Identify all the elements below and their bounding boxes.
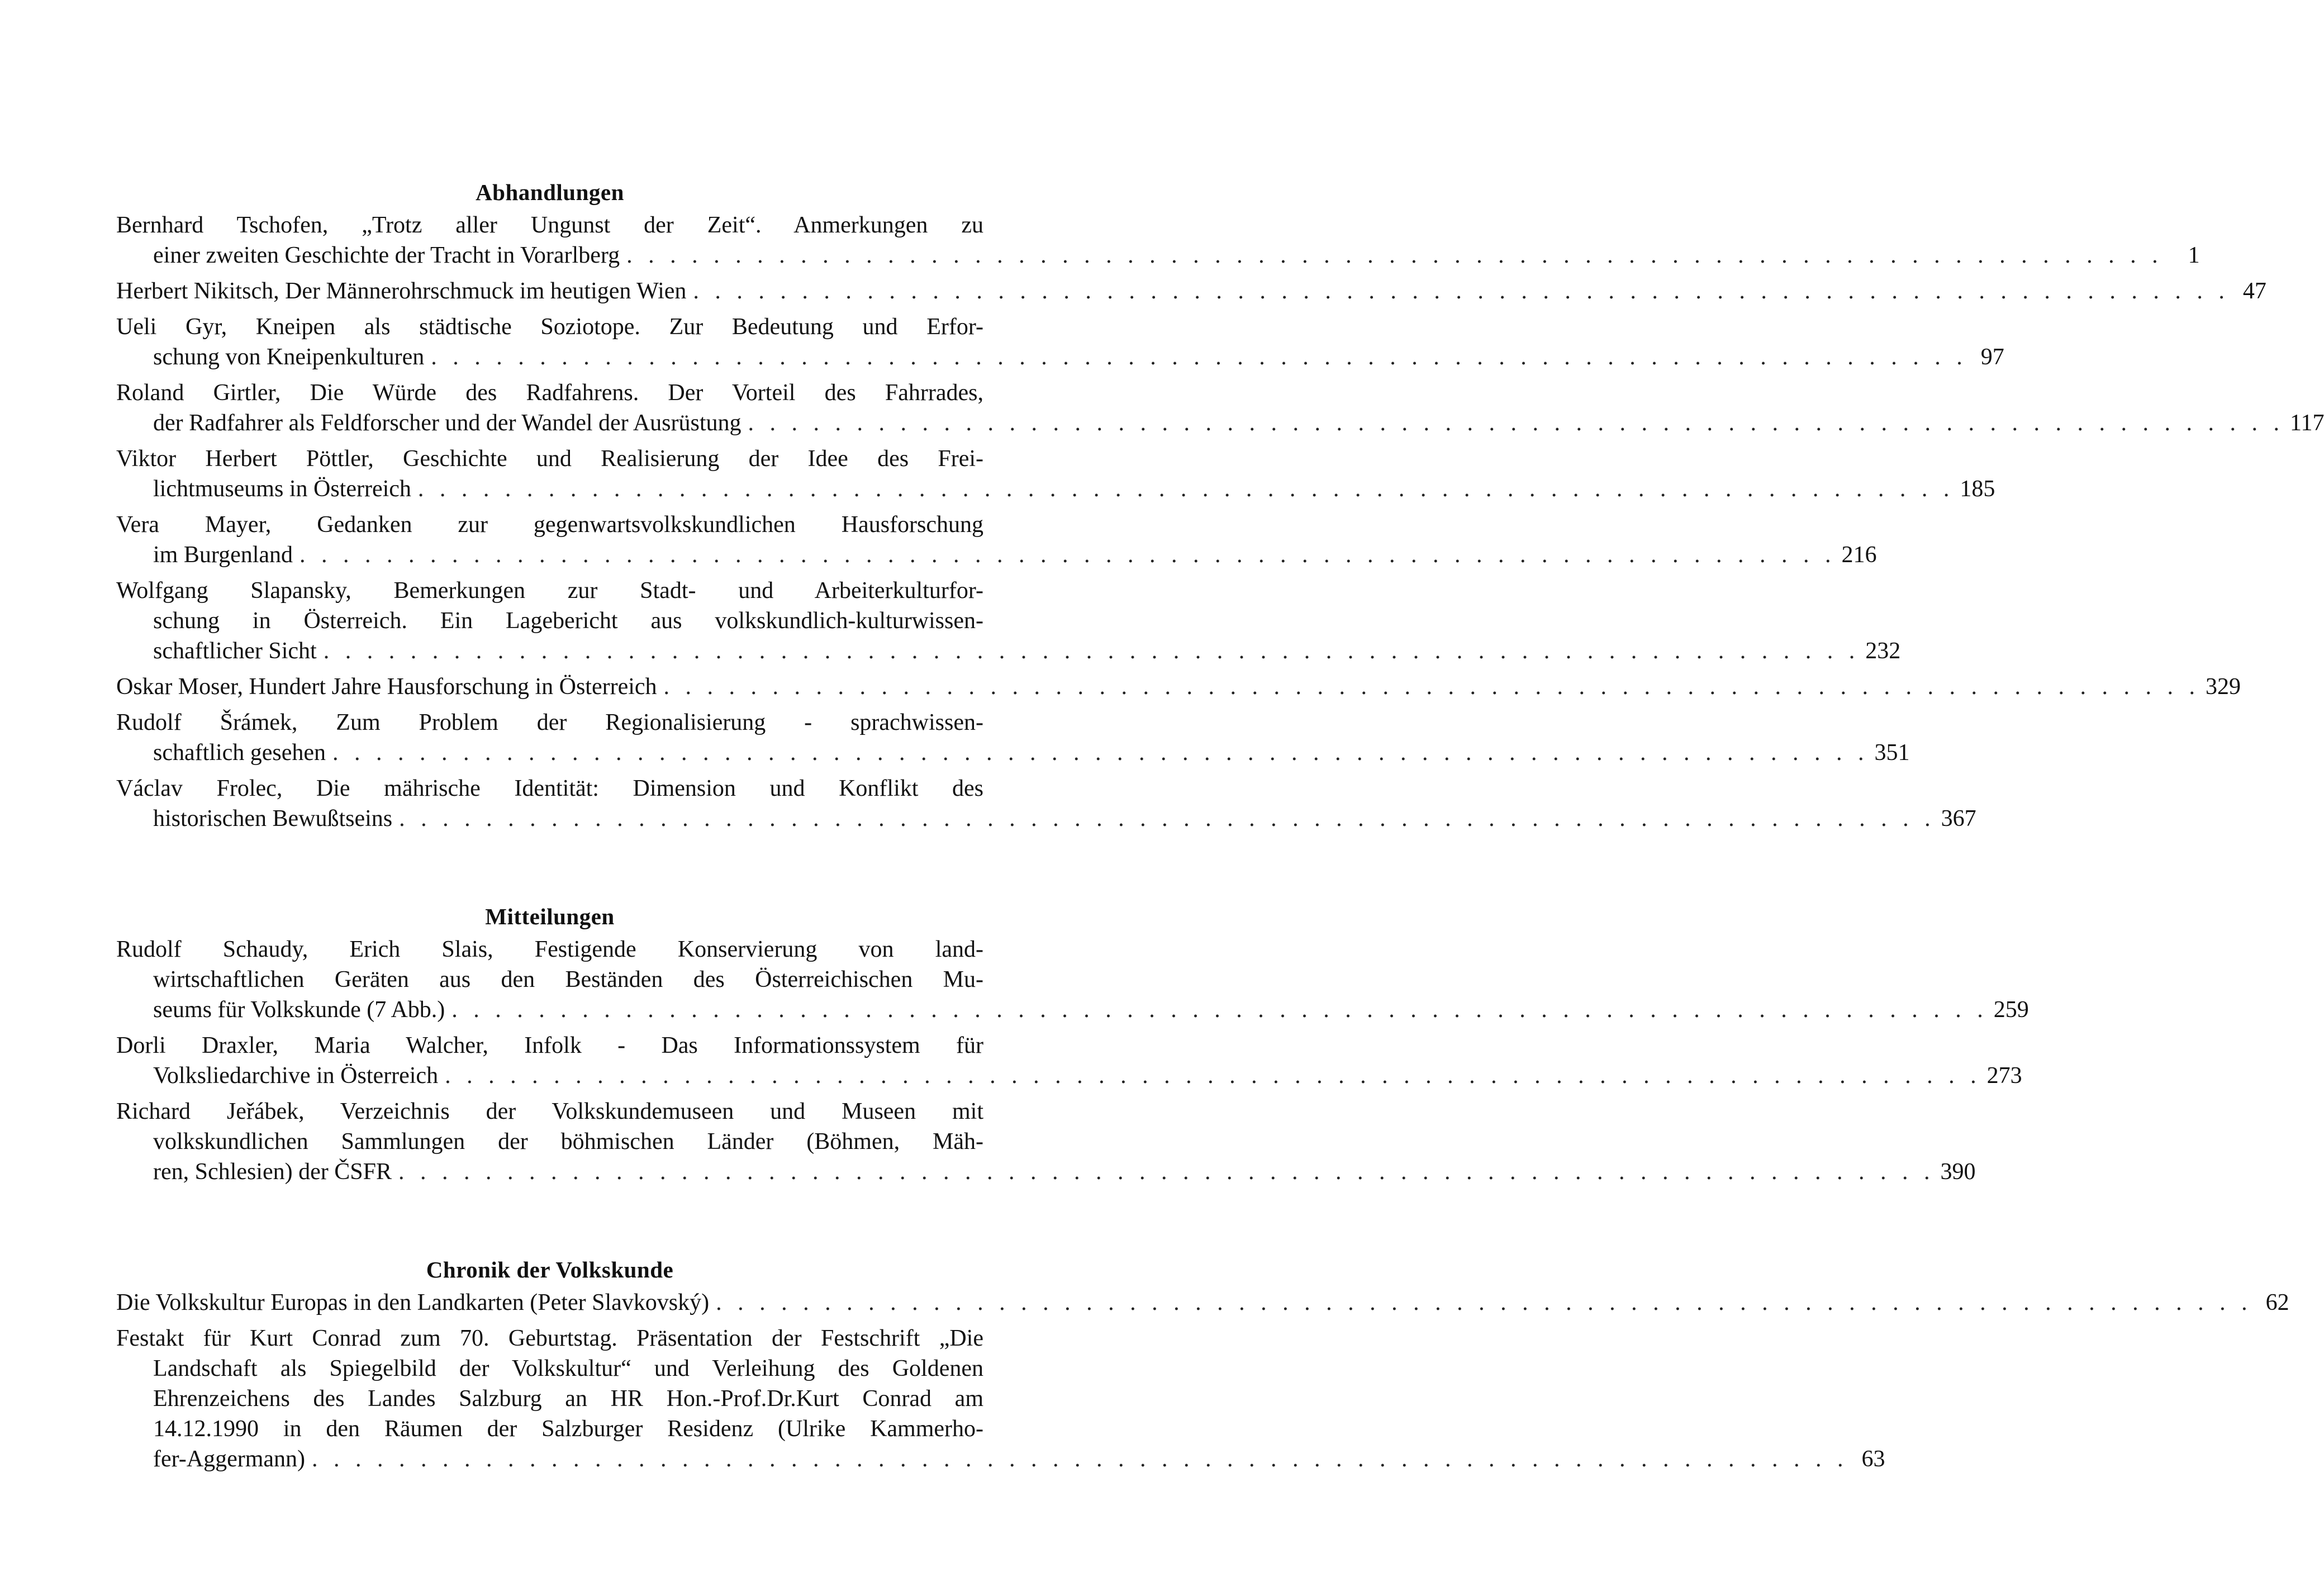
entry-line: Roland Girtler, Die Würde des Radfahrens. Der Vorteil des Fahrrades, [116,380,983,406]
entry-line: Ueli Gyr, Kneipen als städtische Soziotope. Zur Bedeutung und Erfor- [116,314,983,340]
dot-leader: . . . . . . . . . . . . . . . . . . . . . . . . . . . . . . . . . . . . . . . . . . . . . . . . . . . . . . . . . . . . . . . . . . . . . . . [693,278,2230,304]
toc-entry [116,1323,1885,1474]
entry-text: Volksliedarchive in Österreich [153,1063,439,1089]
entry-line: Richard Jeřábek, Verzeichnis der Volkskundemuseen und Museen mit [116,1099,983,1124]
toc-entry [116,707,1910,768]
entry-text: seums für Volkskunde (7 Abb.) [153,997,445,1023]
entry-text: Die Volkskultur Europas in den Landkarten (Peter Slavkovský) [116,1290,710,1315]
entry-last-line [116,276,2266,306]
page-number: 62 [2265,1290,2289,1315]
dot-leader: . . . . . . . . . . . . . . . . . . . . . . . . . . . . . . . . . . . . . . . . . . . . . . . . . . . . . . . . . . . . . . . . . . . . . . . [300,542,1836,568]
toc-entry [116,1096,1976,1187]
dot-leader: . . . . . . . . . . . . . . . . . . . . . . . . . . . . . . . . . . . . . . . . . . . . . . . . . . . . . . . . . . . . . . . . . . . . . . . [323,638,1860,664]
entry-line: Viktor Herbert Pöttler, Geschichte und Realisierung der Idee des Frei- [116,446,983,472]
toc-entry [116,1288,2289,1318]
toc-entry [116,210,2200,270]
section [116,178,2324,834]
entry-last-line [116,1444,1885,1474]
section [116,1255,2289,1474]
dot-leader: . . . . . . . . . . . . . . . . . . . . . . . . . . . . . . . . . . . . . . . . . . . . . . . . . . . . . . . . . . . . . . . . . . . . . . . [445,1063,1981,1089]
section-title: Abhandlungen [476,179,624,205]
page-number: 117 [2290,410,2324,436]
dot-leader: . . . . . . . . . . . . . . . . . . . . . . . . . . . . . . . . . . . . . . . . . . . . . . . . . . . . . . . . . . . . . . . . . . . . . . . [417,476,1955,502]
entry-text: lichtmuseums in Österreich [153,476,411,502]
entry-last-line [116,1157,1976,1187]
entry-text: schung von Kneipenkulturen [153,344,425,370]
page-number: 259 [1993,997,2029,1023]
toc-entry [116,773,1976,834]
dot-leader: . . . . . . . . . . . . . . . . . . . . . . . . . . . . . . . . . . . . . . . . . . . . . . . . . . . . . . . . . . . . . . . . . . . . . . . [398,1159,1935,1185]
entry-last-line [116,240,2200,270]
entry-line: Dorli Draxler, Maria Walcher, Infolk - Das Informationssystem für [116,1033,983,1058]
dot-leader: . . . . . . . . . . . . . . . . . . . . . . . . . . . . . . . . . . . . . . . . . . . . . . . . . . . . . . . . . . . . . . . . . . . . . . . [332,740,1869,766]
entry-line: Ehrenzeichens des Landes Salzburg an HR Hon.-Prof.Dr.Kurt Conrad am [153,1386,983,1412]
entry-line: schung in Österreich. Ein Lagebericht aus volkskundlich-kulturwissen- [153,608,983,634]
dot-leader: . . . . . . . . . . . . . . . . . . . . . . . . . . . . . . . . . . . . . . . . . . . . . . . . . . . . . . . . . . . . . . . . . . . . . . . [431,344,1967,370]
entry-last-line [116,408,2324,438]
dot-leader: . . . . . . . . . . . . . . . . . . . . . . . . . . . . . . . . . . . . . . . . . . . . . . . . . . . . . . . . . . . . . . . . . . . . . . . [748,410,2285,436]
toc-entry [116,444,1995,504]
page-number: 390 [1940,1159,1976,1185]
dot-leader: . . . . . . . . . . . . . . . . . . . . . . . . . . . . . . . . . . . . . . . . . . . . . . . . . . . . . . . . . . . . . . . . . . . . . . . [399,806,1936,832]
entry-text: Herbert Nikitsch, Der Männerohrschmuck im heutigen Wien [116,278,687,304]
page-number: 329 [2206,674,2241,700]
entry-text: der Radfahrer als Feldforscher und der Wandel der Ausrüstung [153,410,742,436]
dot-leader: . . . . . . . . . . . . . . . . . . . . . . . . . . . . . . . . . . . . . . . . . . . . . . . . . . . . . . . . . . . . . . . . . . . . . . . [312,1446,1848,1472]
toc-entry [116,378,2324,438]
entry-line: volkskundlichen Sammlungen der böhmischen Länder (Böhmen, Mäh- [153,1129,983,1155]
entry-line: Vera Mayer, Gedanken zur gegenwartsvolkskundlichen Hausforschung [116,512,983,538]
page-number: 1 [2188,243,2200,268]
entry-last-line [116,540,1877,570]
page-number: 216 [1841,542,1877,568]
toc-entry [116,672,2241,702]
section-title: Mitteilungen [485,904,615,929]
entry-last-line [116,474,1995,504]
toc-entry [116,276,2266,306]
page-number: 273 [1986,1063,2022,1089]
entry-text: einer zweiten Geschichte der Tracht in Vorarlberg [153,243,620,268]
page-number: 367 [1941,806,1976,832]
entry-text: ren, Schlesien) der ČSFR [153,1159,392,1185]
table-of-contents [116,178,2324,1542]
entry-line: wirtschaftlichen Geräten aus den Beständen des Österreichischen Mu- [153,967,983,992]
toc-entry [116,576,1901,666]
entry-last-line [116,342,2004,372]
page-number: 232 [1865,638,1901,664]
dot-leader: . . . . . . . . . . . . . . . . . . . . . . . . . . . . . . . . . . . . . . . . . . . . . . . . . . . . . . . . . . . . . . . . . . . . . . . [452,997,1988,1023]
section [116,902,2029,1187]
entry-text: schaftlich gesehen [153,740,326,766]
entry-line: 14.12.1990 in den Räumen der Salzburger Residenz (Ulrike Kammerho- [153,1416,983,1442]
entry-text: historischen Bewußtseins [153,806,393,832]
toc-entry [116,510,1877,570]
entry-text: Oskar Moser, Hundert Jahre Hausforschung in Österreich [116,674,657,700]
entry-line: Festakt für Kurt Conrad zum 70. Geburtstag. Präsentation der Festschrift „Die [116,1326,983,1351]
entry-line: Rudolf Šrámek, Zum Problem der Regionalisierung - sprachwissen- [116,710,983,735]
entry-text: schaftlicher Sicht [153,638,317,664]
toc-entry [116,312,2004,372]
page-number: 63 [1861,1446,1885,1472]
page-number: 97 [1980,344,2004,370]
dot-leader: . . . . . . . . . . . . . . . . . . . . . . . . . . . . . . . . . . . . . . . . . . . . . . . . . . . . . . . . . . . . . . . . . . . . . . . [663,674,2201,700]
toc-entry [116,1030,2022,1091]
entry-line: Bernhard Tschofen, „Trotz aller Ungunst der Zeit“. Anmerkungen zu [116,212,983,238]
entry-last-line [116,995,2029,1025]
entry-line: Wolfgang Slapansky, Bemerkungen zur Stadt- und Arbeiterkulturfor- [116,578,983,604]
dot-leader: . . . . . . . . . . . . . . . . . . . . . . . . . . . . . . . . . . . . . . . . . . . . . . . . . . . . . . . . . . . . . . . . . . . . . . . [626,243,2163,268]
page-number: 351 [1874,740,1910,766]
entry-last-line [116,1288,2289,1318]
entry-last-line [116,636,1901,666]
dot-leader: . . . . . . . . . . . . . . . . . . . . . . . . . . . . . . . . . . . . . . . . . . . . . . . . . . . . . . . . . . . . . . . . . . . . . . . [716,1290,2252,1315]
entry-text: fer-Aggermann) [153,1446,306,1472]
entry-text: im Burgenland [153,542,293,568]
entry-line: Václav Frolec, Die mährische Identität: Dimension und Konflikt des [116,776,983,801]
entry-last-line [116,1061,2022,1091]
entry-last-line [116,804,1976,834]
toc-entry [116,934,2029,1025]
section-title: Chronik der Volkskunde [426,1257,674,1282]
entry-line: Rudolf Schaudy, Erich Slais, Festigende Konservierung von land- [116,937,983,962]
page-number: 185 [1960,476,1995,502]
entry-line: Landschaft als Spiegelbild der Volkskultur“ und Verleihung des Goldenen [153,1356,983,1381]
entry-last-line [116,738,1910,768]
page-number: 47 [2242,278,2266,304]
entry-last-line [116,672,2241,702]
